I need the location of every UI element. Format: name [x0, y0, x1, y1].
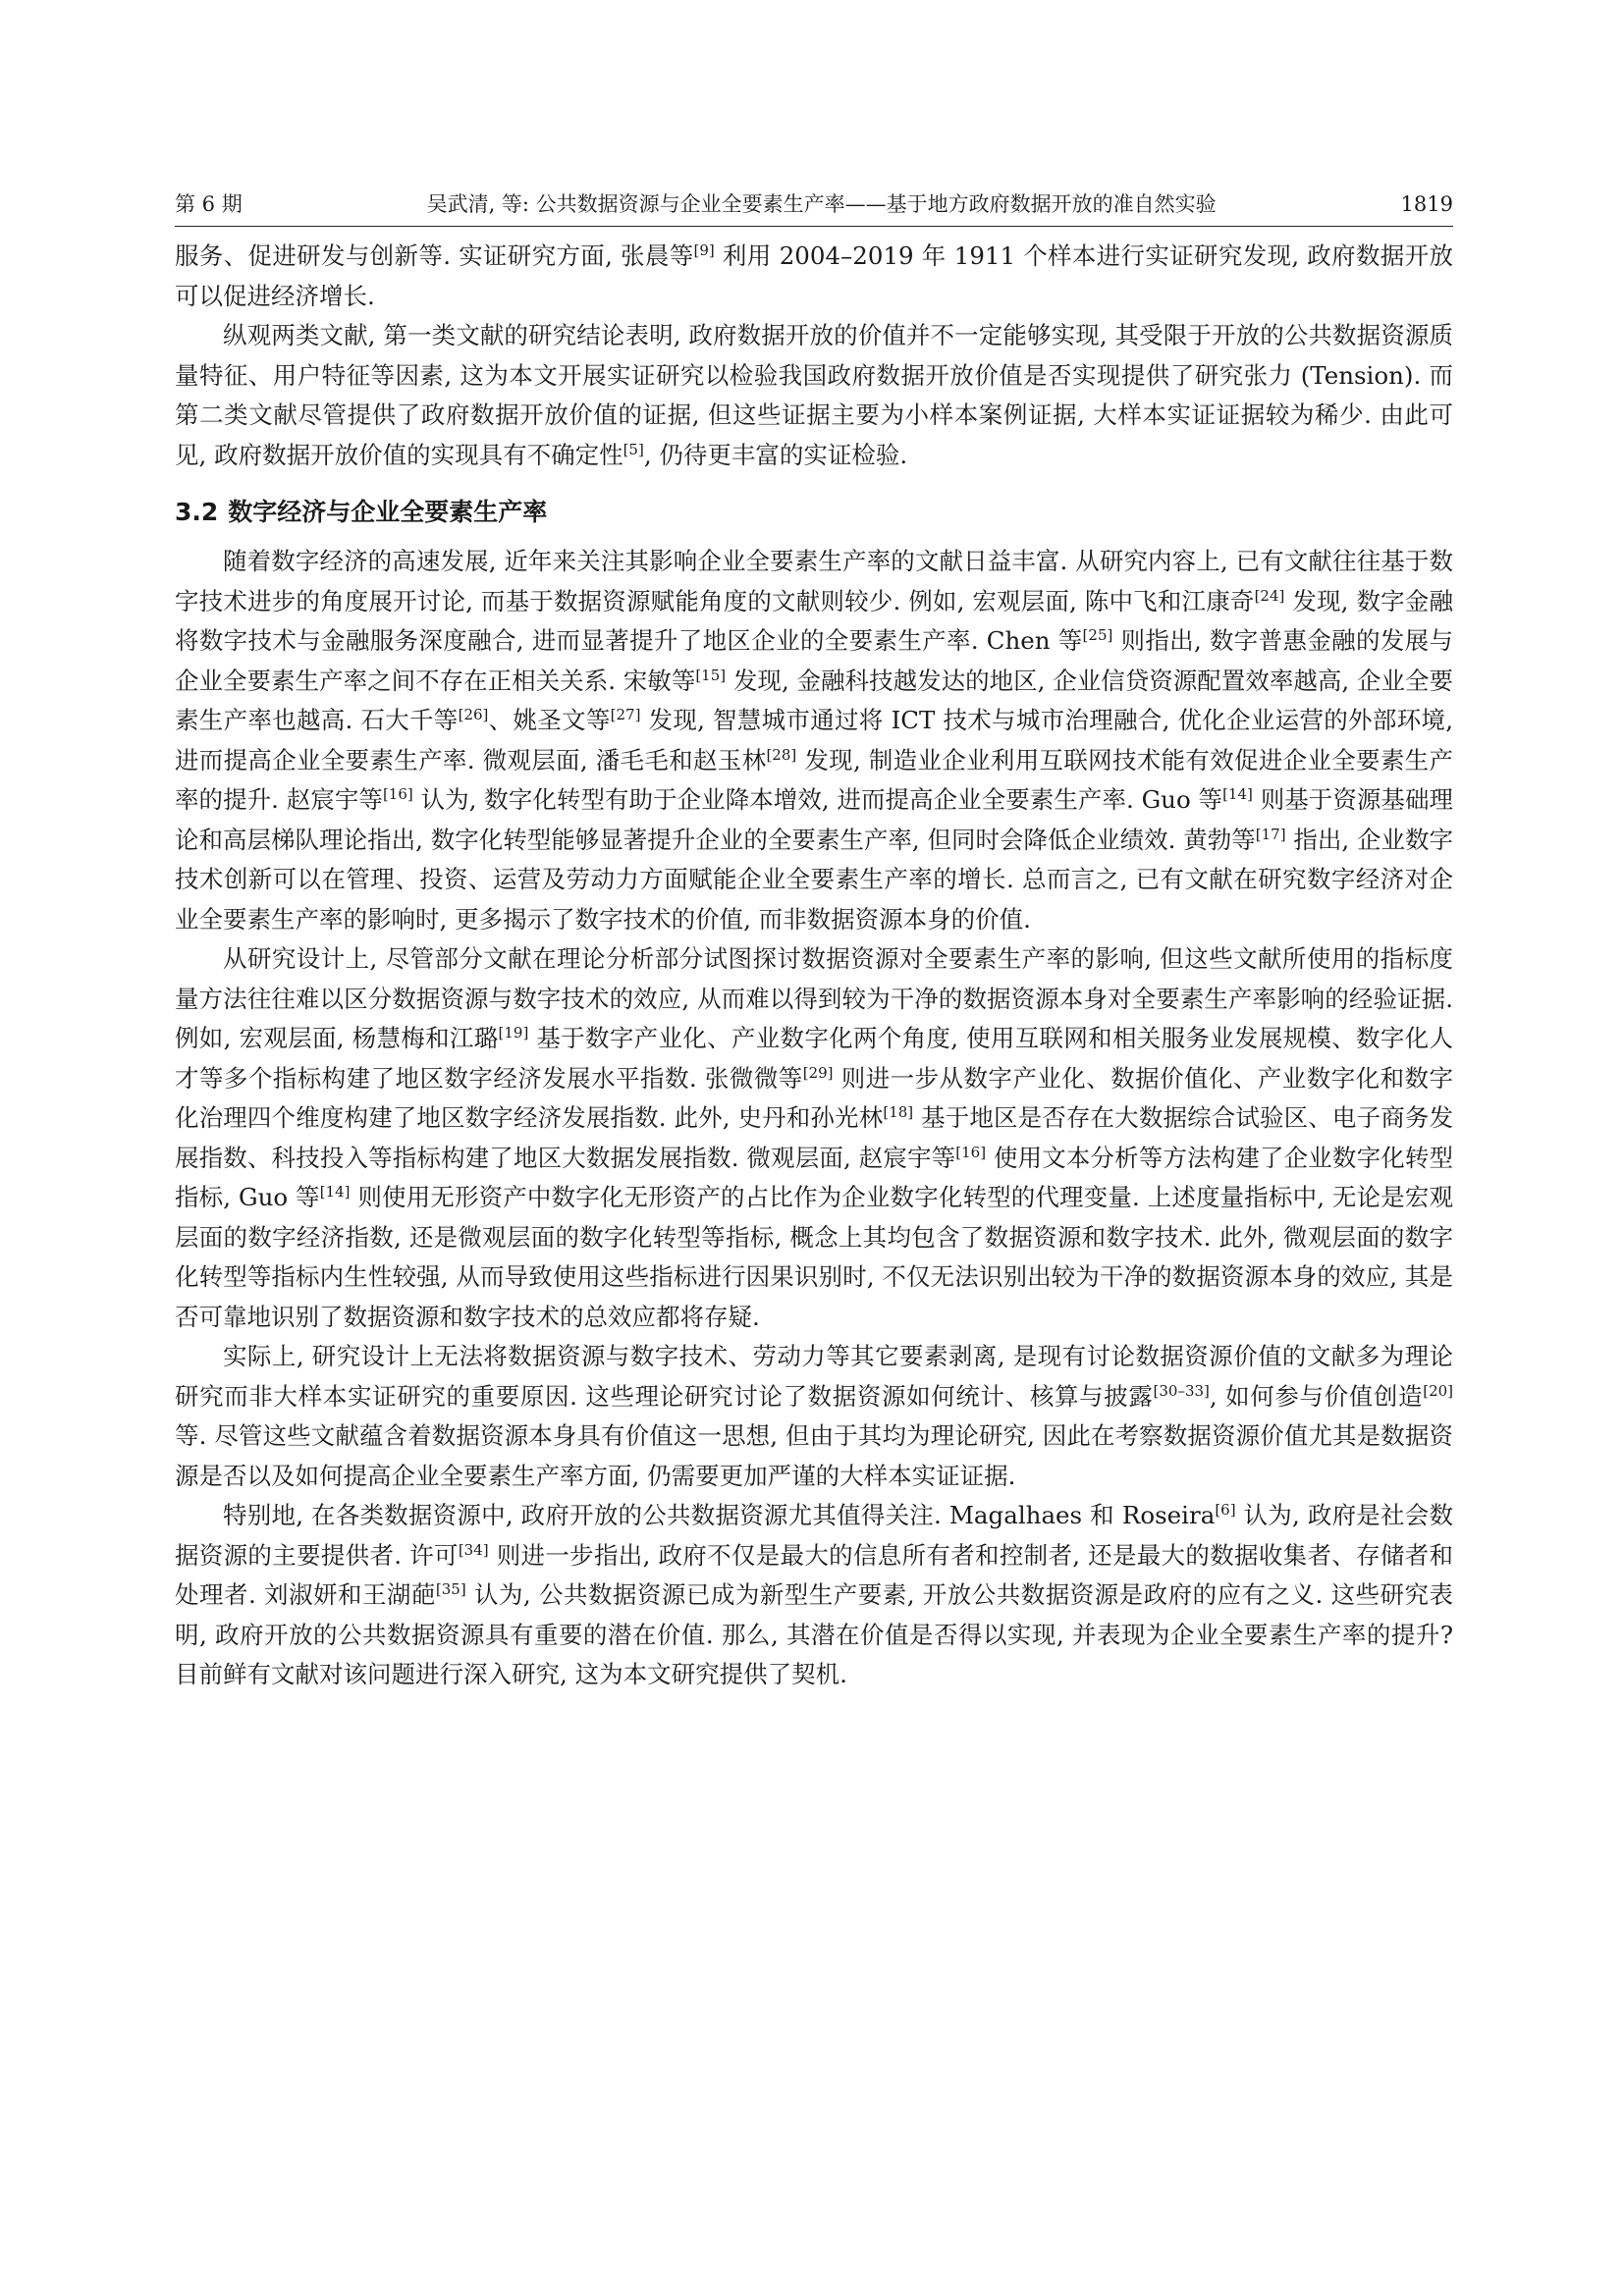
- paragraph: 随着数字经济的高速发展, 近年来关注其影响企业全要素生产率的文献日益丰富. 从研究内容上, 已有文献往往基于数字技术进步的角度展开讨论, 而基于数据资源赋能角度的文献则较少. 例如, 宏观层面, 陈中飞和江康奇[24] 发现, 数字金融将数字技术与金融服务深度融合, 进而显著提升了地区企业的全要素生产率. Chen 等[25] 则指出, 数字普惠金融的发展与企业全要素生产率之间不存在正相关关系. 宋敏等[15] 发现, 金融科技越发达的地区, 企业信贷资源配置效率越高, 企业全要素生产率也越高. 石大千等[26]、姚圣文等[27] 发现, 智慧城市通过将 ICT 技术与城市治理融合, 优化企业运营的外部环境, 进而提高企业全要素生产率. 微观层面, 潘毛毛和赵玉林[28] 发现, 制造业企业利用互联网技术能有效促进企业全要素生产率的提升. 赵宸宇等[16] 认为, 数字化转型有助于企业降本增效, 进而提高企业全要素生产率. Guo 等[14] 则基于资源基础理论和高层梯队理论指出, 数字化转型能够显著提升企业的全要素生产率, 但同时会降低企业绩效. 黄勃等[17] 指出, 企业数字技术创新可以在管理、投资、运营及劳动力方面赋能企业全要素生产率的增长. 总而言之, 已有文献在研究数字经济对企业全要素生产率的影响时, 更多揭示了数字技术的价值, 而非数据资源本身的价值.: [175, 547, 1453, 934]
- issue-number: 第 6 期: [175, 192, 243, 216]
- citation: [14]: [319, 1183, 351, 1201]
- citation: [16]: [955, 1143, 987, 1161]
- paragraph: 特别地, 在各类数据资源中, 政府开放的公共数据资源尤其值得关注. Magalhaes 和 Roseira[6] 认为, 政府是社会数据资源的主要提供者. 许可[34] 则进一步指出, 政府不仅是最大的信息所有者和控制者, 还是最大的数据收集者、存储者和处理者. 刘淑妍和王湖葩[35] 认为, 公共数据资源已成为新型生产要素, 开放公共数据资源是政府的应有之义. 这些研究表明, 政府开放的公共数据资源具有重要的潜在价值. 那么, 其潜在价值是否得以实现, 并表现为企业全要素生产率的提升? 目前鲜有文献对该问题进行深入研究, 这为本文研究提供了契机.: [175, 1501, 1453, 1688]
- citation: [19]: [498, 1024, 529, 1041]
- citation: [5]: [623, 440, 644, 458]
- citation: [9]: [693, 241, 715, 259]
- running-title: 吴武清, 等: 公共数据资源与企业全要素生产率——基于地方政府数据开放的准自然实验: [426, 192, 1217, 216]
- paragraph-continued: 服务、促进研发与创新等. 实证研究方面, 张晨等[9] 利用 2004–2019 年 1911 个样本进行实证研究发现, 政府数据开放可以促进经济增长.: [175, 241, 1453, 310]
- section-title: 数字经济与企业全要素生产率: [228, 498, 548, 526]
- citation: [25]: [1082, 626, 1113, 644]
- journal-page: [175, 188, 1453, 1695]
- citation: [30–33]: [1153, 1381, 1210, 1400]
- citation: [17]: [1255, 825, 1286, 843]
- citation: [24]: [1254, 586, 1285, 605]
- citation: [34]: [458, 1540, 489, 1559]
- page-number: 1819: [1400, 192, 1453, 216]
- citation: [15]: [695, 666, 727, 684]
- citation: [6]: [1215, 1501, 1236, 1519]
- citation: [14]: [1222, 785, 1253, 803]
- citation: [18]: [883, 1103, 914, 1121]
- citation: [29]: [802, 1063, 834, 1082]
- running-header: [175, 188, 1453, 227]
- section-number: 3.2: [175, 498, 219, 526]
- citation: [26]: [458, 706, 489, 723]
- citation: [28]: [766, 745, 797, 764]
- section-heading: [175, 495, 1453, 530]
- article-body: [175, 237, 1453, 1695]
- citation: [27]: [610, 706, 641, 723]
- paragraph: 纵观两类文献, 第一类文献的研究结论表明, 政府数据开放的价值并不一定能够实现, 其受限于开放的公共数据资源质量特征、用户特征等因素, 这为本文开展实证研究以检验我国政府数据开放价值是否实现提供了研究张力 (Tension). 而第二类文献尽管提供了政府数据开放价值的证据, 但这些证据主要为小样本案例证据, 大样本实证证据较为稀少. 由此可见, 政府数据开放价值的实现具有不确定性[5], 仍待更丰富的实证检验.: [175, 321, 1453, 469]
- citation: [20]: [1423, 1381, 1454, 1400]
- paragraph: 从研究设计上, 尽管部分文献在理论分析部分试图探讨数据资源对全要素生产率的影响, 但这些文献所使用的指标度量方法往往难以区分数据资源与数字技术的效应, 从而难以得到较为干净的数据资源本身对全要素生产率影响的经验证据. 例如, 宏观层面, 杨慧梅和江璐[19] 基于数字产业化、产业数字化两个角度, 使用互联网和相关服务业发展规模、数字化人才等多个指标构建了地区数字经济发展水平指数. 张微微等[29] 则进一步从数字产业化、数据价值化、产业数字化和数字化治理四个维度构建了地区数字经济发展指数. 此外, 史丹和孙光林[18] 基于地区是否存在大数据综合试验区、电子商务发展指数、科技投入等指标构建了地区大数据发展指数. 微观层面, 赵宸宇等[16] 使用文本分析等方法构建了企业数字化转型指标, Guo 等[14] 则使用无形资产中数字化无形资产的占比作为企业数字化转型的代理变量. 上述度量指标中, 无论是宏观层面的数字经济指数, 还是微观层面的数字化转型等指标, 概念上其均包含了数据资源和数字技术. 此外, 微观层面的数字化转型等指标内生性较强, 从而导致使用这些指标进行因果识别时, 不仅无法识别出较为干净的数据资源本身的效应, 其是否可靠地识别了数据资源和数字技术的总效应都将存疑.: [175, 944, 1454, 1331]
- citation: [16]: [382, 785, 413, 803]
- citation: [35]: [435, 1580, 466, 1598]
- paragraph: 实际上, 研究设计上无法将数据资源与数字技术、劳动力等其它要素剥离, 是现有讨论数据资源价值的文献多为理论研究而非大样本实证研究的重要原因. 这些理论研究讨论了数据资源如何统计、核算与披露[30–33], 如何参与价值创造[20] 等. 尽管这些文献蕴含着数据资源本身具有价值这一思想, 但由于其均为理论研究, 因此在考察数据资源价值尤其是数据资源是否以及如何提高企业全要素生产率方面, 仍需要更加严谨的大样本实证证据.: [175, 1342, 1454, 1490]
